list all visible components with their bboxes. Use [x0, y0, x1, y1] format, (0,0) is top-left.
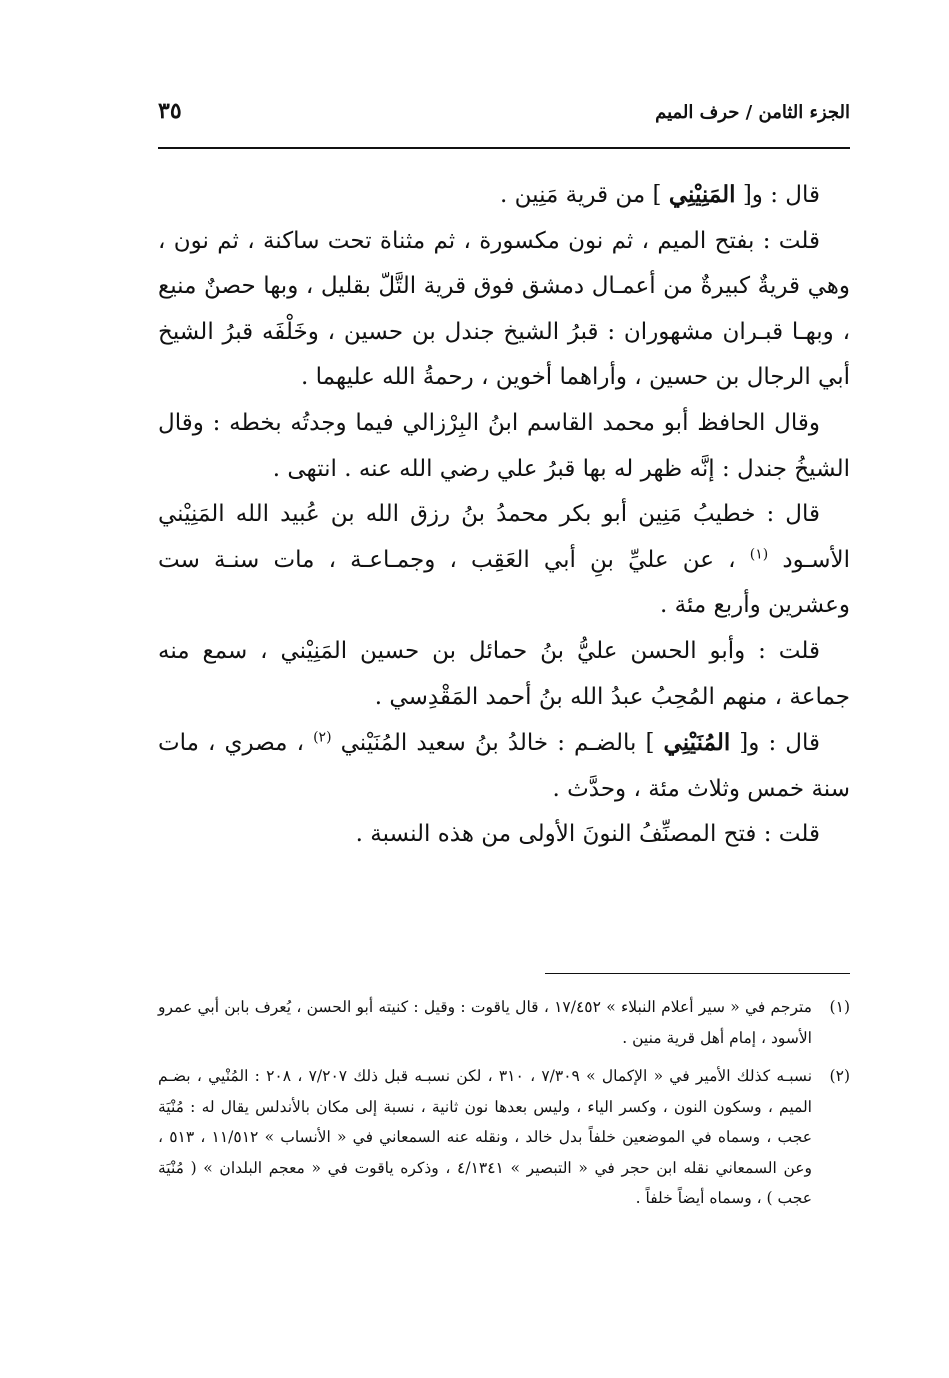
footnote-reference: (٢)	[313, 729, 332, 746]
running-header	[158, 96, 850, 132]
paragraph-text: قلت : بفتح الميم ، ثم نون مكسورة ، ثم مثناة تحت ساكنة ، ثم نون ، وهي قريةٌ كبيرةٌ من أعمـال دمشق فوق قرية التَّلّ بقليل ، وبها حصنٌ منيع ، وبهـا قبـران مشهوران : قبرُ الشيخ جندل بن حسين ، وخَلْفَه قبرُ الشيخ أبي الرجال بن حسين ، وأراهما أخوين ، رحمةُ الله عليهما .	[158, 227, 850, 391]
paragraph-p3	[158, 401, 850, 492]
entry-heading: المَنِيْنِي	[668, 181, 736, 208]
footnote-number: (١)	[829, 998, 850, 1016]
footnotes	[158, 992, 850, 1222]
paragraph-p4	[158, 492, 850, 629]
paragraph-text: قال : و[	[730, 730, 820, 757]
paragraph-p2	[158, 219, 850, 401]
paragraph-text: ] بالضـم : خالدُ بنُ سعيد المُنَيْني	[331, 730, 664, 757]
paragraph-text: قلت : وأبو الحسن عليُّ بنُ حمائل بن حسين المَنِيْني ، سمع منه جماعة ، منهم المُحِبُ عبدُ الله بنُ أحمد المَقْدِسي .	[158, 637, 850, 710]
footnote-divider	[545, 973, 850, 974]
footnote-item	[158, 1061, 850, 1214]
paragraph-text: ، عن عليِّ بنِ أبي العَقِب ، وجمـاعـة ، مات سنـة ست وعشرين وأربع مئة .	[158, 546, 850, 619]
paragraph-text: وقال الحافظ أبو محمد القاسم ابنُ البِرْزالي فيما وجدتُه بخطه : وقال الشيخُ جندل : إنَّه ظهر له بها قبرُ علي رضي الله عنه . انتهى .	[158, 409, 850, 482]
paragraph-p6	[158, 720, 850, 812]
paragraph-text: ] من قرية مَنِين .	[500, 182, 669, 208]
entry-heading: المُنَيْنِي	[663, 729, 731, 757]
footnote-text: نسبـه كذلك الأمير في « الإكمال » ٧/٣٠٩ ، ٣١٠ ، لكن نسبـه قبل ذلك ٧/٢٠٧ ، ٢٠٨ : المُنْيي ، بضـم الميم ، وسكون النون ، وكسر الياء ، وليس بعدها نون ثانية ، نسبة إلى مكان بالأندلس يقال له : مُنْيَة عجب ، وسماه في الموضعين خلفاً بدل خالد ، ونقله عنه السمعاني في « الأنساب » ١١/٥١٢ ، ٥١٣ ، وعن السمعاني نقله ابن حجر في « التبصير » ٤/١٣٤١ ، وذكره ياقوت في « معجم البلدان » ( مُنْيَة عجب ) ، وسماه أيضاً خلفاً .	[158, 1067, 813, 1207]
paragraph-text: قال : و[	[735, 182, 820, 208]
paragraph-text: قلت : فتح المصنِّفُ النونَ الأولى من هذه النسبة .	[355, 821, 820, 848]
paragraph-text: قال : خطيبُ مَنِين أبو بكر محمدُ بنُ رزق الله بن عُبيد الله المَنِيْني الأسـود	[158, 501, 850, 573]
footnote-item	[158, 992, 850, 1053]
footnote-number: (٢)	[829, 1067, 850, 1085]
footnote-reference: (١)	[749, 546, 769, 563]
page-number: ٣٥	[158, 98, 182, 124]
paragraph-text: ، مصري ، مات سنة خمس وثلاث مئة ، وحدَّث .	[158, 730, 850, 802]
paragraph-p1	[158, 172, 850, 219]
paragraph-p5	[158, 629, 850, 720]
header-divider	[158, 147, 850, 149]
header-title: الجزء الثامن / حرف الميم	[655, 102, 850, 123]
paragraph-p7	[158, 812, 850, 858]
main-text	[158, 172, 850, 858]
footnote-text: مترجم في « سير أعلام النبلاء » ١٧/٤٥٢ ، قال ياقوت : وقيل : كنيته أبو الحسن ، يُعرف بابن أبي عمرو الأسود ، إمام أهل قرية منين .	[158, 998, 812, 1047]
